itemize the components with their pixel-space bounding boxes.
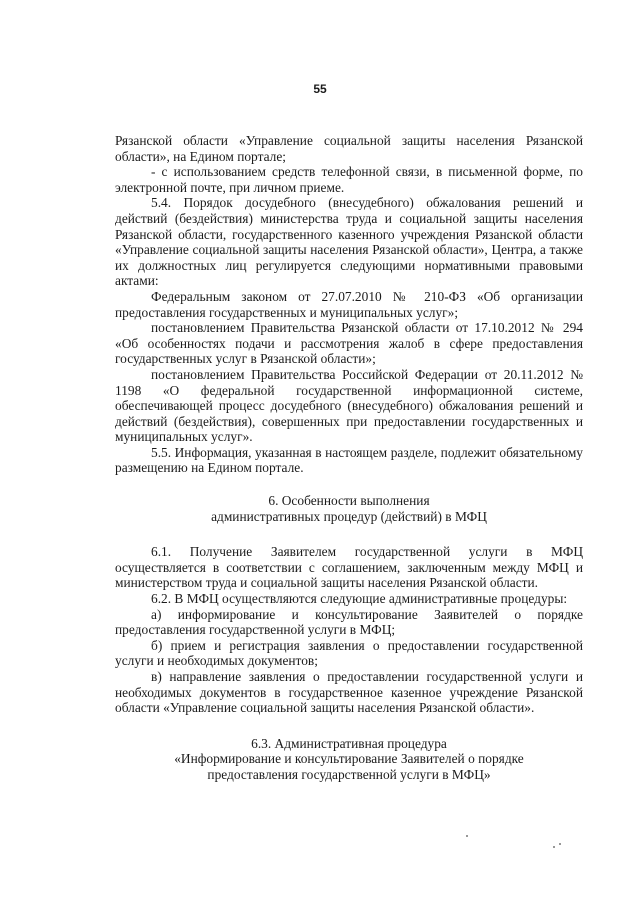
scan-speck [466, 835, 468, 837]
paragraph: Рязанской области «Управление социальной защиты населения Рязанской области», на Едином портале; [115, 133, 583, 164]
section-heading: 6. Особенности выполнения [268, 493, 430, 509]
subsection-heading: предоставления государственной услуги в МФЦ» [207, 766, 491, 782]
list-item: а) информирование и консультирование Заявителей о порядке предоставления государственной услуги в МФЦ; [115, 606, 583, 638]
paragraph: 5.4. Порядок досудебного (внесудебного) обжалования решений и действий (бездействия) министерства труда и социальной защиты населения Рязанской области, государственного казенного учреждения Рязанской области «Управление социальной защиты населения Рязанской области», Центра, а также их должностных лиц регулируется следующими нормативными правовыми актами: [115, 195, 583, 289]
paragraph: 6.1. Получение Заявителем государственной услуги в МФЦ осуществляется в соответствии с соглашением, заключенным между МФЦ и министерством труда и социальной защиты населения Рязанской области. [115, 544, 583, 591]
subsection-heading: «Информирование и консультирование Заявителей о порядке [174, 751, 524, 767]
paragraph: - с использованием средств телефонной связи, в письменной форме, по электронной почте, при личном приеме. [115, 164, 583, 195]
list-item: б) прием и регистрация заявления о предоставлении государственной услуги и необходимых документов; [115, 637, 583, 669]
scan-speck [553, 846, 555, 848]
paragraph: постановлением Правительства Российской Федерации от 20.11.2012 № 1198 «О федеральной государственной информационной системе, обеспечивающей процесс досудебного (внесудебного) обжалования решений и действий (бездействия), совершенных при предоставлении государственных и муниципальных услуг». [115, 366, 583, 445]
paragraph: 6.2. В МФЦ осуществляются следующие административные процедуры: [151, 591, 568, 607]
document-body [115, 133, 583, 783]
page-number: 55 [313, 82, 327, 96]
subsection-heading: 6.3. Административная процедура [251, 735, 447, 751]
section-heading: административных процедур (действий) в МФЦ [211, 508, 487, 524]
paragraph: Федеральным законом от 27.07.2010 № 210-ФЗ «Об организации предоставления государственных и муниципальных услуг»; [115, 288, 583, 320]
scan-speck [559, 843, 561, 845]
list-item: в) направление заявления о предоставлении государственной услуги и необходимых документов в государственное казенное учреждение Рязанской области «Управление социальной защиты населения Рязанской области». [115, 669, 583, 716]
paragraph: 5.5. Информация, указанная в настоящем разделе, подлежит обязательному размещению на Едином портале. [115, 444, 583, 476]
paragraph: постановлением Правительства Рязанской области от 17.10.2012 № 294 «Об особенностях подачи и рассмотрения жалоб в сфере предоставления государственных услуг в Рязанской области»; [115, 320, 583, 367]
